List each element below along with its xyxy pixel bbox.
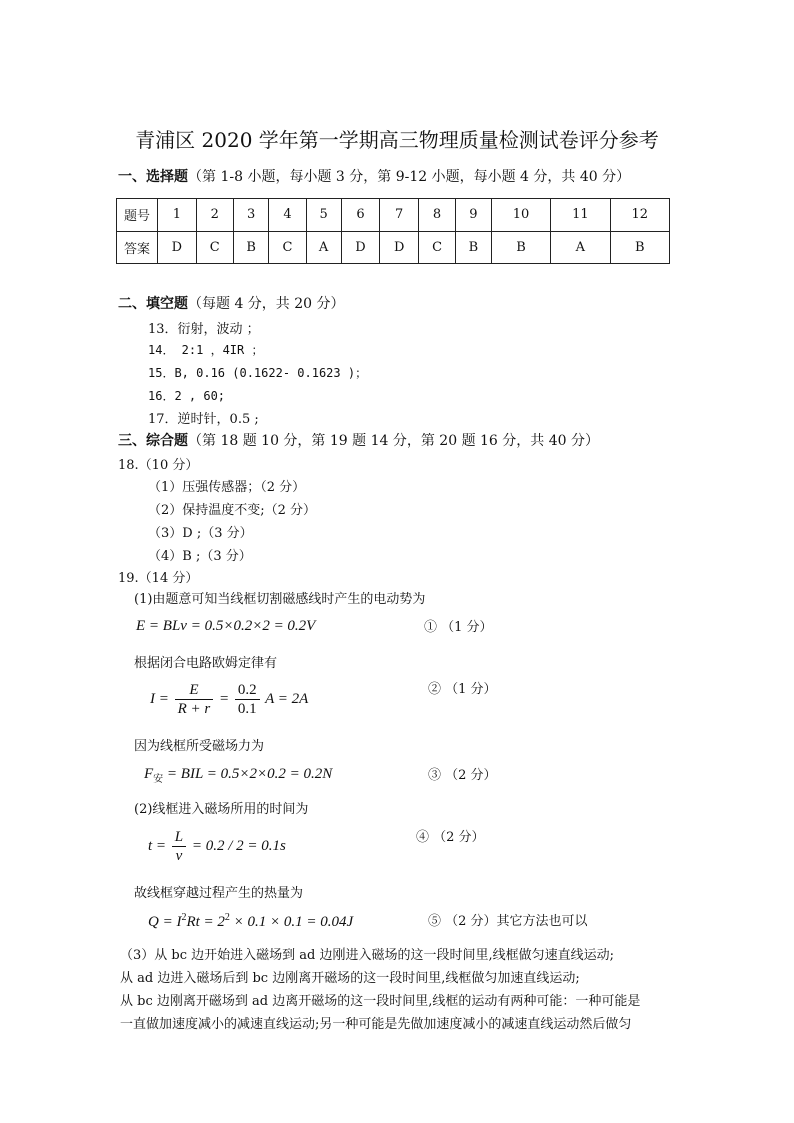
q18-item-4: （4）B ;（3 分） [148,549,252,564]
equation-heat [148,912,353,931]
q19-intro-4: (2)线框进入磁场所用的时间为 [134,802,309,817]
q19-label: 19.（14 分） [118,571,199,586]
question-number: 5 [306,199,341,232]
question-number: 7 [380,199,419,232]
fraction-e-over-r [175,681,214,718]
eq5-sup1: 2 [181,912,187,923]
answer-cell: B [456,231,492,264]
equation-time [148,828,286,865]
eq2-lhs: I = [150,690,169,707]
q18-item-2: （2）保持温度不变;（2 分） [148,503,317,518]
answer-cell: C [269,231,306,264]
row-label-question: 题号 [117,199,158,232]
answer-table [116,198,670,264]
answer-cell: D [380,231,419,264]
fraction-numerator: E [175,681,214,700]
fraction-l-over-v [172,828,186,865]
fraction-denominator: 0.1 [237,701,257,717]
table-row-numbers [117,199,670,232]
question-number: 3 [233,199,269,232]
eq4-rhs: = 0.2 / 2 = 0.1s [191,837,286,854]
score-mark-1: ① （1 分） [424,620,493,635]
section1-note: （第 1-8 小题，每小题 3 分，第 9-12 小题，每小题 4 分，共 40 分） [188,169,631,185]
question-number: 1 [158,199,197,232]
question-number: 4 [269,199,306,232]
answer-cell: C [196,231,233,264]
score-mark-5: ⑤ （2 分）其它方法也可以 [428,914,588,929]
section3-header [118,430,599,450]
answer-cell: D [158,231,197,264]
eq2-equals: = [219,690,230,707]
q19-part3-line-1: （3）从 bc 边开始进入磁场到 ad 边刚进入磁场的这一段时间里,线框做匀速直线运动; [120,948,614,963]
equation-current [150,681,308,718]
q18-label: 18.（10 分） [118,458,199,473]
fill-answer-14: 14． 2:1 ，4IR ； [148,343,264,357]
fraction-numerator: 0.2 [235,681,260,700]
page-title: 青浦区 2020 学年第一学期高三物理质量检测试卷评分参考 [135,128,659,152]
score-mark-4: ④ （2 分） [416,830,485,845]
q18-item-3: （3）D ;（3 分） [148,526,253,541]
fill-answer-15: 15．B, 0.16 (0.1622- 0.1623 )； [148,366,368,380]
eq5-c: × 0.1 × 0.1 = 0.04J [229,914,354,930]
eq3-subscript: 安 [153,774,164,785]
fraction-numerator: L [172,828,186,847]
eq2-rhs: A = 2A [265,690,309,707]
question-number: 10 [491,199,550,232]
fraction-denominator: R + r [177,701,211,717]
question-number: 12 [610,199,669,232]
q19-intro-5: 故线框穿越过程产生的热量为 [134,886,304,901]
fill-answer-17: 17．逆时针，0.5 ; [148,412,259,427]
equation-force [144,766,332,785]
eq5-sup2: 2 [224,912,230,923]
answer-cell: C [419,231,456,264]
eq3-rest: = BIL = 0.5×2×0.2 = 0.2N [163,766,333,782]
section1-header [118,166,630,186]
question-number: 2 [196,199,233,232]
q19-part3-line-3: 从 bc 边刚离开磁场到 ad 边离开磁场的这一段时间里,线框的运动有两种可能：一种可能是 [120,994,641,1009]
section2-heading: 二、填空题 [118,296,188,312]
question-number: 11 [551,199,610,232]
eq5-a: Q = I [148,914,182,930]
answer-cell: D [341,231,380,264]
eq3-f: F [144,766,154,782]
q19-intro-2: 根据闭合电路欧姆定律有 [134,656,278,671]
answer-cell: B [233,231,269,264]
answer-cell: A [306,231,341,264]
eq5-b: Rt = 2 [186,914,225,930]
answer-cell: B [491,231,550,264]
eq4-lhs: t = [148,837,167,854]
answer-cell: A [551,231,610,264]
section2-header [118,293,345,313]
fill-answer-13: 13．衍射，波动 ； [148,322,260,337]
answer-cell: B [610,231,669,264]
question-number: 6 [341,199,380,232]
row-label-answer: 答案 [117,231,158,264]
section3-note: （第 18 题 10 分，第 19 题 14 分，第 20 题 16 分，共 40 分） [188,433,600,449]
section2-note: （每题 4 分，共 20 分） [188,296,345,312]
fill-answer-16: 16．2 , 60; [148,389,226,403]
score-mark-2: ② （1 分） [428,682,497,697]
section3-heading: 三、综合题 [118,433,188,449]
equation-emf: E = BLv = 0.5×0.2×2 = 0.2V [136,618,316,634]
q19-part3-line-2: 从 ad 边进入磁场后到 bc 边刚离开磁场的这一段时间里,线框做匀加速直线运动; [120,971,580,986]
question-number: 9 [456,199,492,232]
table-row-answers [117,231,670,264]
q18-item-1: （1）压强传感器；（2 分） [148,480,306,495]
score-mark-3: ③ （2 分） [428,768,497,783]
q19-part3-line-4: 一直做加速度减小的减速直线运动;另一种可能是先做加速度减小的减速直线运动然后做匀 [120,1017,632,1032]
q19-intro-1: (1)由题意可知当线框切割磁感线时产生的电动势为 [134,592,426,607]
question-number: 8 [419,199,456,232]
q19-intro-3: 因为线框所受磁场力为 [134,739,265,754]
section1-heading: 一、选择题 [118,169,188,185]
fraction-values [235,681,260,718]
fraction-denominator: v [175,848,183,864]
